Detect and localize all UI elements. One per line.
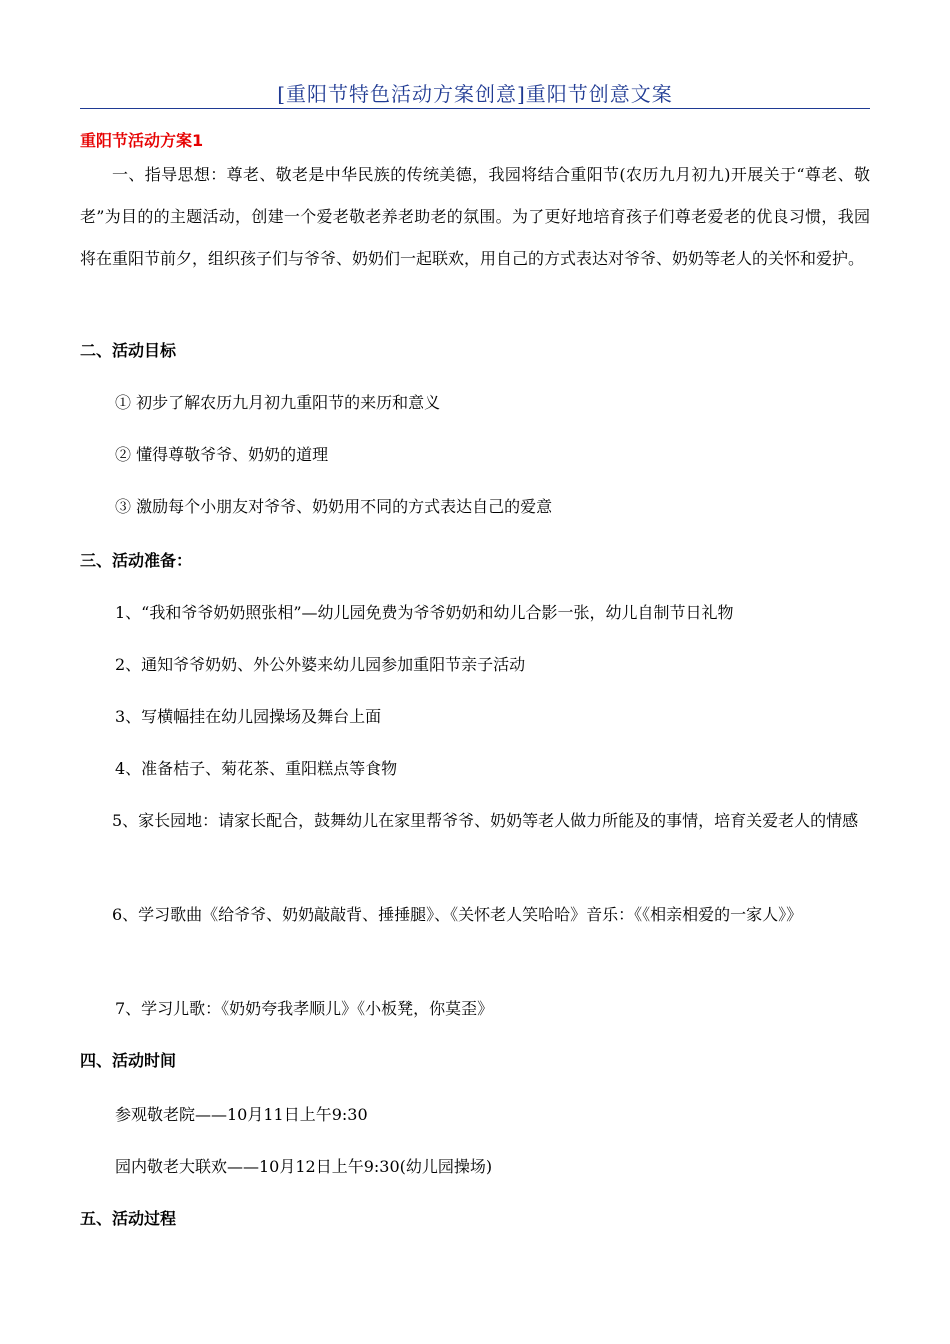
prep-item: 1、“我和爷爷奶奶照张相”—幼儿园免费为爷爷奶奶和幼儿合影一张，幼儿自制节日礼物 (115, 603, 734, 622)
section-heading-preparation: 三、活动准备： (80, 551, 193, 570)
prep-item: 2、通知爷爷奶奶、外公外婆来幼儿园参加重阳节亲子活动 (115, 655, 526, 674)
goal-item: ① 初步了解农历九月初九重阳节的来历和意义 (115, 393, 441, 412)
section-heading-process: 五、活动过程 (80, 1209, 177, 1228)
time-item: 园内敬老大联欢——10月12日上午9:30(幼儿园操场) (115, 1157, 493, 1176)
section-heading-goals: 二、活动目标 (80, 341, 177, 360)
time-item: 参观敬老院——10月11日上午9:30 (115, 1105, 368, 1124)
prep-item: 5、家长园地：请家长配合，鼓舞幼儿在家里帮爷爷、奶奶等老人做力所能及的事情，培育关爱老人的情感 (112, 811, 859, 830)
goal-item: ② 懂得尊敬爷爷、奶奶的道理 (115, 445, 329, 464)
document-title: [重阳节特色活动方案创意]重阳节创意文案 (277, 82, 673, 106)
prep-item: 6、学习歌曲《给爷爷、奶奶敲敲背、捶捶腿》、《关怀老人笑哈哈》音乐：《《相亲相爱的一家人》》 (112, 905, 803, 924)
paragraph-guiding-idea: 一、指导思想：尊老、敬老是中华民族的传统美德，我园将结合重阳节(农历九月初九)开展关于“尊老、敬老”为目的的主题活动，创建一个爱老敬老养老助老的氛围。为了更好地培育孩子们尊老爱老的优良习惯，我园将在重阳节前夕，组织孩子们与爷爷、奶奶们一起联欢，用自己的方式表达对爷爷、奶奶等老人的关怀和爱护。 (80, 165, 870, 268)
section-heading-time: 四、活动时间 (80, 1051, 177, 1070)
prep-item: 4、准备桔子、菊花茶、重阳糕点等食物 (115, 759, 398, 778)
prep-item: 7、学习儿歌：《奶奶夸我孝顺儿》《小板凳，你莫歪》 (115, 999, 494, 1018)
goal-item: ③ 激励每个小朋友对爷爷、奶奶用不同的方式表达自己的爱意 (115, 497, 553, 516)
plan-heading: 重阳节活动方案1 (80, 131, 204, 150)
prep-item: 3、写横幅挂在幼儿园操场及舞台上面 (115, 707, 382, 726)
title-underline (80, 108, 870, 109)
